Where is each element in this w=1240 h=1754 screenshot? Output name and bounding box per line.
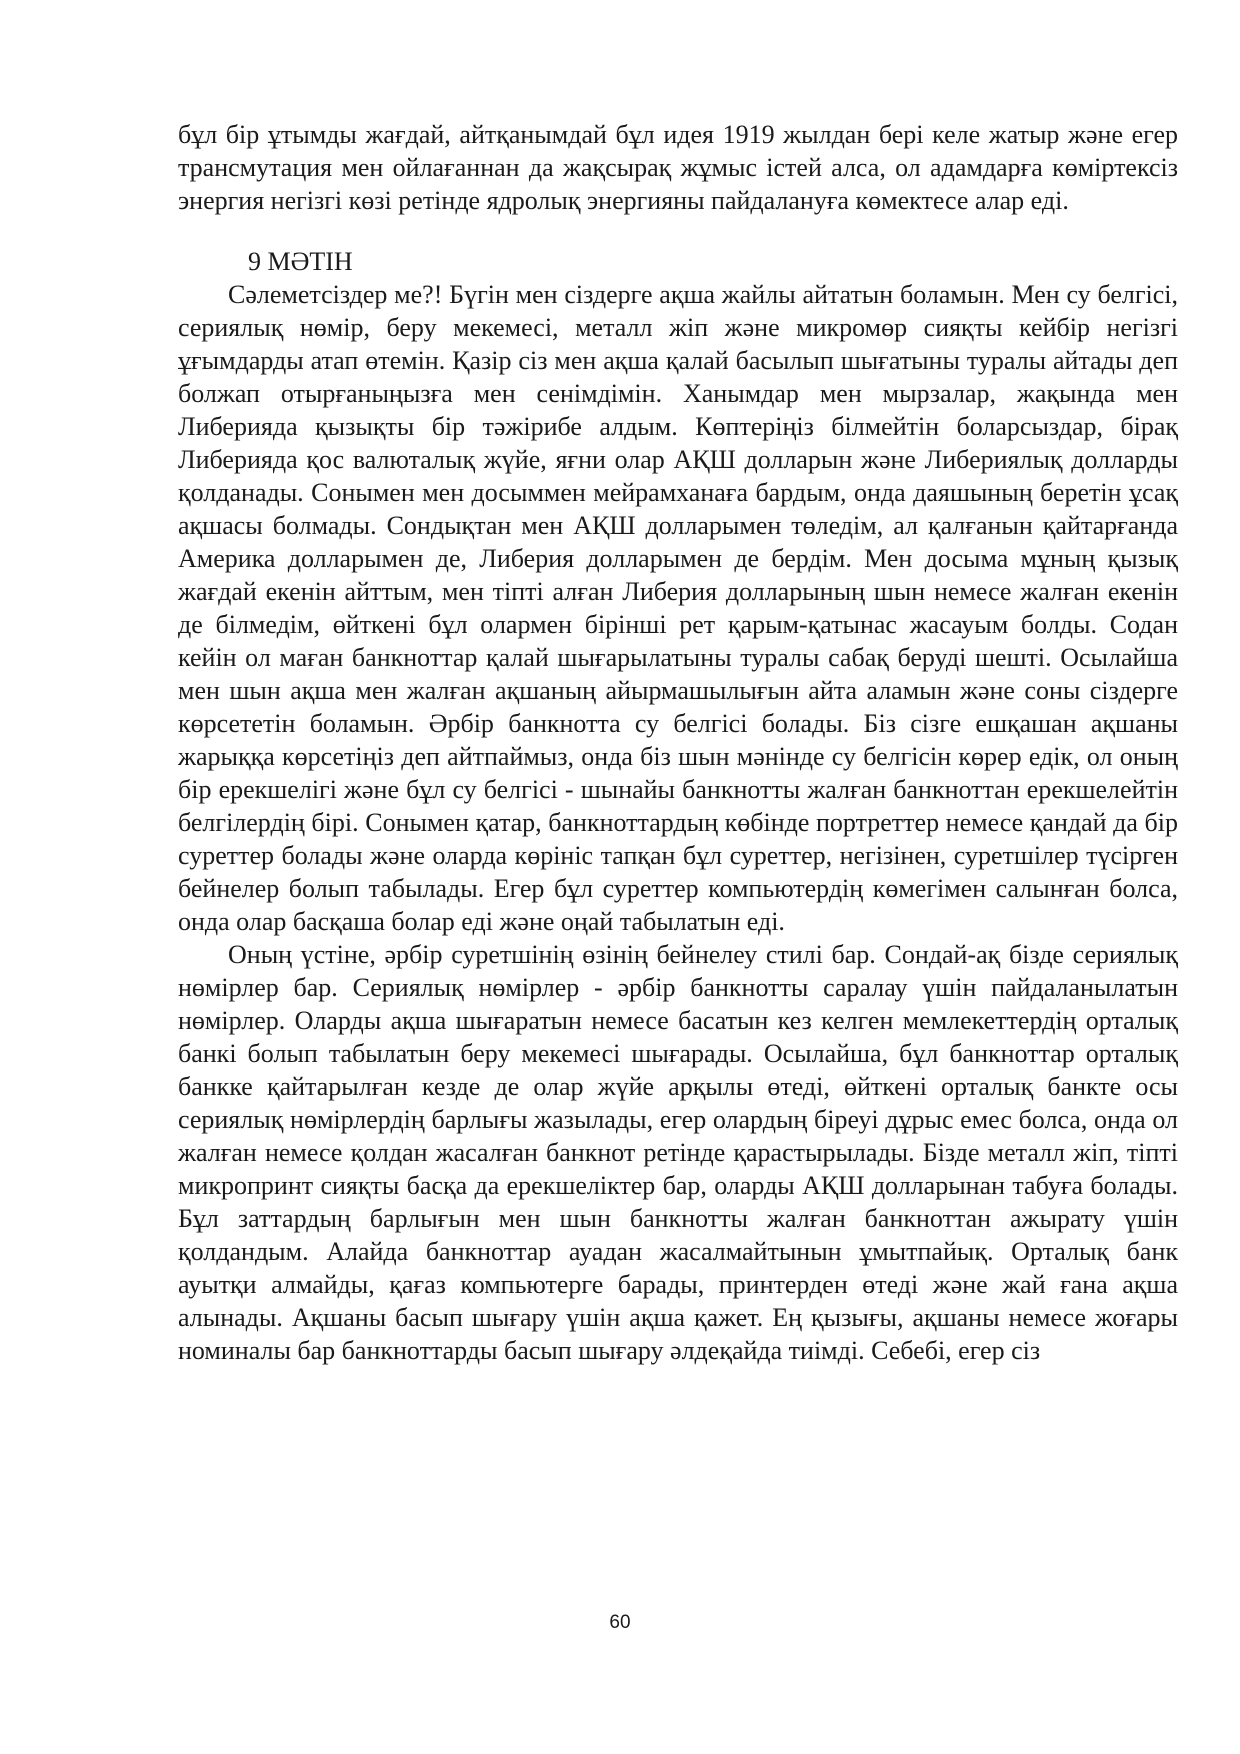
section-heading: 9 МӘТІН — [248, 247, 353, 276]
body-paragraph-1: Сәлеметсіздер ме?! Бүгін мен сіздерге ақша жайлы айтатын боламын. Мен су белгісі, сериялық нөмір, беру мекемесі, металл жіп және микромөр сияқты кейбір негізгі ұғымдарды атап өтемін. Қазір сіз мен ақша қалай басылып шығатыны туралы айтады деп болжап отырғаныңызға мен сенімдімін. Ханымдар мен мырзалар, жақында мен Либерияда қызықты бір тәжірибе алдым. Көптеріңіз білмейтін боларсыздар, бірақ Либерияда қос валюталық жүйе, яғни олар АҚШ долларын және Либериялық долларды қолданады. Сонымен мен досыммен мейрамханаға бардым, онда даяшының беретін ұсақ ақшасы болмады. Сондықтан мен АҚШ долларымен төледім, ал қалғанын қайтарғанда Америка долларымен де, Либерия долларымен де бердім. Мен досыма мұның қызық жағдай екенін айттым, мен тіпті алған Либерия долларының шын немесе жалған екенін де білмедім, өйткені бұл олармен бірінші рет қарым-қатынас жасауым болды. Содан кейін ол маған банкноттар қалай шығарылатыны туралы сабақ беруді шешті. Осылайша мен шын ақша мен жалған ақшаның айырмашылығын айта аламын және соны сіздерге көрсететін боламын. Әрбір банкнотта су белгісі болады. Біз сізге ешқашан ақшаны жарыққа көрсетіңіз деп айтпаймыз, онда біз шын мәнінде су белгісін көрер едік, ол оның бір ерекшелігі және бұл су белгісі - шынайы банкнотты жалған банкноттан ерекшелейтін белгілердің бірі. Сонымен қатар, банкноттардың көбінде портреттер немесе қандай да бір суреттер болады және оларда көрініс тапқан бұл суреттер, негізінен, суретшілер түсірген бейнелер болып табылады. Егер бұл суреттер компьютердің көмегімен салынған болса, онда олар басқаша болар еді және оңай табылатын еді. — [178, 280, 1178, 936]
page-body — [178, 118, 1178, 1367]
page-number: 60 — [609, 1612, 631, 1633]
body-paragraph-2: Оның үстіне, әрбір суретшінің өзінің бейнелеу стилі бар. Сондай-ақ бізде сериялық нөмірлер бар. Сериялық нөмірлер - әрбір банкнотты саралау үшін пайдаланылатын нөмірлер. Оларды ақша шығаратын немесе басатын кез келген мемлекеттердің орталық банкі болып табылатын беру мекемесі шығарады. Осылайша, бұл банкноттар орталық банкке қайтарылған кезде де олар жүйе арқылы өтеді, өйткені орталық банкте осы сериялық нөмірлердің барлығы жазылады, егер олардың біреуі дұрыс емес болса, онда ол жалған немесе қолдан жасалған банкнот ретінде қарастырылады. Бізде металл жіп, тіпті микропринт сияқты басқа да ерекшеліктер бар, оларды АҚШ долларынан табуға болады. Бұл заттардың барлығын мен шын банкнотты жалған банкноттан ажырату үшін қолдандым. Алайда банкноттар ауадан жасалмайтынын ұмытпайық. Орталық банк ауытқи алмайды, қағаз компьютерге барады, принтерден өтеді және жай ғана ақша алынады. Ақшаны басып шығару үшін ақша қажет. Ең қызығы, ақшаны немесе жоғары номиналы бар банкноттарды басып шығару әлдеқайда тиімді. Себебі, егер сіз — [178, 940, 1178, 1365]
intro-paragraph: бұл бір ұтымды жағдай, айтқанымдай бұл идея 1919 жылдан бері келе жатыр және егер трансмутация мен ойлағаннан да жақсырақ жұмыс істей алса, ол адамдарға көміртексіз энергия негізгі көзі ретінде ядролық энергияны пайдалануға көмектесе алар еді. — [178, 120, 1178, 215]
